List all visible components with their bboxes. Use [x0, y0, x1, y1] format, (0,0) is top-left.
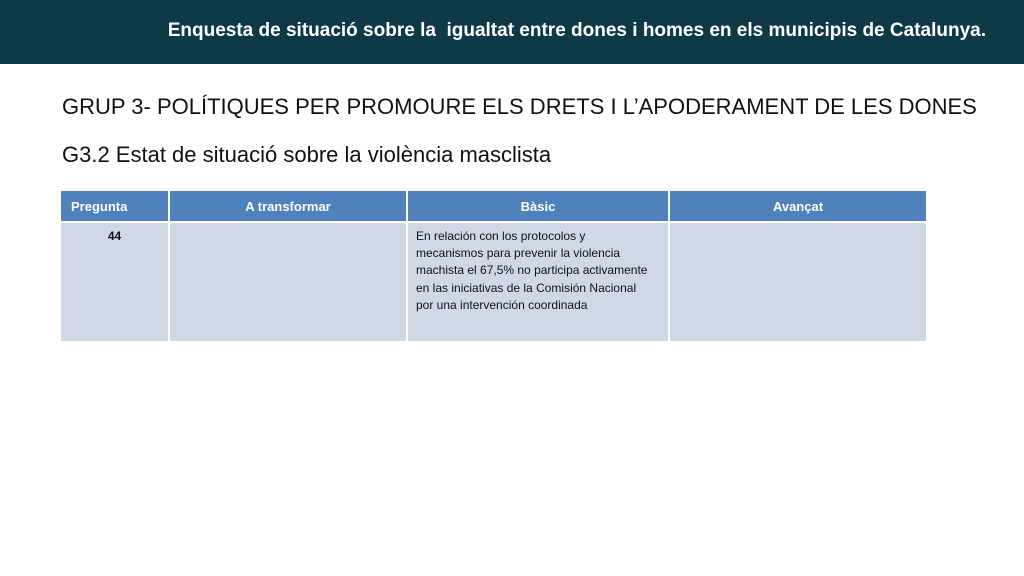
- section-title: G3.2 Estat de situació sobre la violència masclista: [62, 142, 552, 167]
- cell-avancat: [670, 223, 926, 341]
- column-header-pregunta: Pregunta: [61, 191, 168, 221]
- group-title: GRUP 3- POLÍTIQUES PER PROMOURE ELS DRETS I L’APODERAMENT DE LES DONES: [62, 94, 977, 119]
- status-table: [59, 189, 928, 343]
- header-bar: [0, 0, 1024, 64]
- column-header-avancat: Avançat: [670, 191, 926, 221]
- column-header-basic: Bàsic: [408, 191, 668, 221]
- cell-basic: [408, 223, 668, 341]
- cell-a-transformar: [170, 223, 406, 341]
- header-title: Enquesta de situació sobre la igualtat entre dones i homes en els municipis de Catalunya.: [167, 20, 986, 41]
- cell-basic-text: En relación con los protocolos y mecanismos para prevenir la violencia machista el 67,5% no participa activamente en las iniciativas de la Comisión Nacional por una intervención coordinada: [416, 229, 648, 312]
- column-header-a-transformar: A transformar: [170, 191, 406, 221]
- table-row: [61, 223, 926, 341]
- cell-pregunta: 44: [61, 223, 168, 341]
- table-header-row: [61, 191, 926, 221]
